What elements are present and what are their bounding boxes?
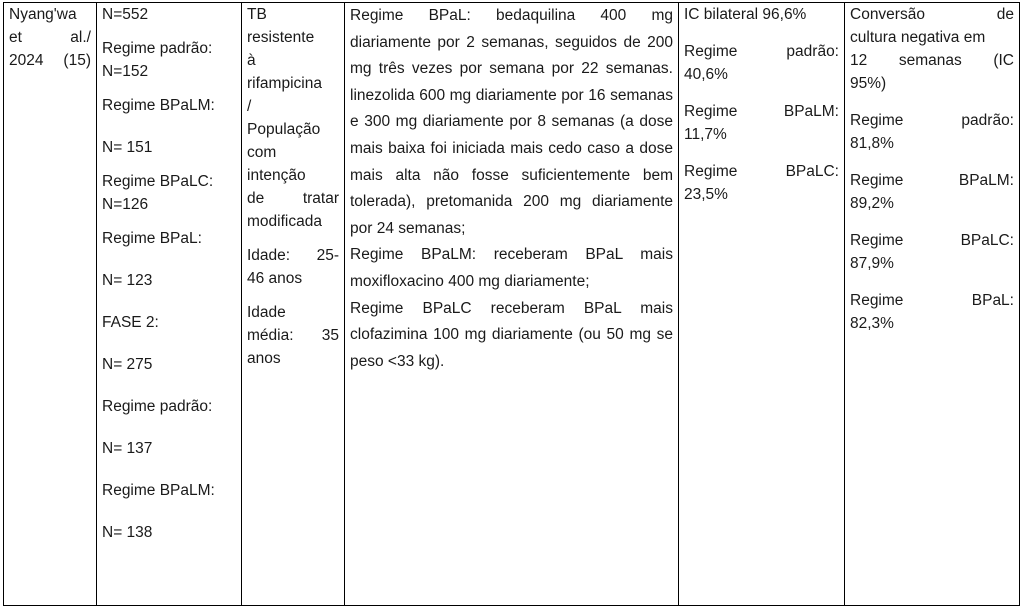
study-line: 2024 (15) bbox=[9, 52, 91, 69]
population-line: Regime BPaLC: bbox=[102, 173, 214, 190]
outcome-line: 95%) bbox=[850, 75, 887, 92]
condition-line: rifampicina bbox=[247, 75, 322, 92]
population-cell bbox=[97, 3, 242, 606]
population-line: Regime padrão: bbox=[102, 398, 213, 415]
regime-label: Regime BPaLM: bbox=[850, 172, 1014, 189]
regime-label: Regime BPaLC: bbox=[684, 163, 839, 180]
population-line: N= 138 bbox=[102, 524, 153, 541]
population-line: N= 137 bbox=[102, 440, 153, 457]
population-line: Regime BPaL: bbox=[102, 230, 202, 247]
ic-line: IC bilateral 96,6% bbox=[684, 6, 807, 23]
condition-line: intenção bbox=[247, 167, 306, 184]
age-range: Idade: 25- bbox=[247, 247, 339, 264]
condition-line: de tratar bbox=[247, 190, 339, 207]
population-line: N=126 bbox=[102, 196, 149, 213]
study-line: et al./ bbox=[9, 29, 91, 46]
outcome-line: Conversão de bbox=[850, 6, 1014, 23]
regime-label: Regime BPaLC: bbox=[850, 232, 1014, 249]
population-line: Regime BPaLM: bbox=[102, 482, 215, 499]
population-line: N= 123 bbox=[102, 272, 153, 289]
outcome-cell bbox=[845, 3, 1020, 606]
regime-label: Regime BPaL: bbox=[850, 292, 1014, 309]
bpalm-description: Regime BPaLM: receberam BPaL mais moxifloxacino 400 mg diariamente; bbox=[350, 246, 673, 290]
regime-label: Regime BPaLM: bbox=[684, 103, 839, 120]
population-line: N=552 bbox=[102, 6, 149, 23]
condition-cell bbox=[242, 3, 345, 606]
regime-value: 82,3% bbox=[850, 315, 894, 332]
outcome-line: 12 semanas (IC bbox=[850, 52, 1014, 69]
population-line: N=152 bbox=[102, 63, 149, 80]
regime-value: 87,9% bbox=[850, 255, 894, 272]
regime-value: 89,2% bbox=[850, 195, 894, 212]
bpalc-description: Regime BPaLC receberam BPaL mais clofazimina 100 mg diariamente (ou 50 mg se peso <33 kg). bbox=[350, 299, 673, 370]
regime-value: 23,5% bbox=[684, 186, 728, 203]
adverse-cell bbox=[679, 3, 845, 606]
regime-label: Regime padrão: bbox=[850, 112, 1014, 129]
population-line: Regime BPaLM: bbox=[102, 97, 215, 114]
condition-line: à bbox=[247, 52, 256, 69]
mean-age: média: 35 bbox=[247, 327, 339, 344]
regime-value: 81,8% bbox=[850, 135, 894, 152]
condition-line: com bbox=[247, 144, 277, 161]
age-range: 46 anos bbox=[247, 270, 303, 287]
population-line: N= 151 bbox=[102, 139, 153, 156]
study-line: Nyang'wa bbox=[9, 6, 77, 23]
intervention-cell bbox=[345, 3, 679, 606]
condition-line: resistente bbox=[247, 29, 315, 46]
mean-age: anos bbox=[247, 350, 281, 367]
population-line: FASE 2: bbox=[102, 314, 159, 331]
regime-value: 11,7% bbox=[684, 126, 727, 143]
study-cell bbox=[4, 3, 97, 606]
condition-line: População bbox=[247, 121, 321, 138]
population-line: N= 275 bbox=[102, 356, 153, 373]
mean-age: Idade bbox=[247, 304, 286, 321]
bpal-description: Regime BPaL: bedaquilina 400 mg diariamente por 2 semanas, seguidos de 200 mg três vezes por semana por 22 semanas. linezolida 600 mg diariamente por 16 semanas e 300 mg diariamente por 8 semanas (a dose mais baixa foi iniciada mais cedo caso a dose mais alta não fosse suficientemente bem tolerada), pretomanida 200 mg diariamente por 24 semanas; bbox=[350, 7, 673, 237]
outcome-line: cultura negativa em bbox=[850, 29, 986, 46]
regime-value: 40,6% bbox=[684, 66, 728, 83]
condition-line: modificada bbox=[247, 213, 322, 230]
table-row bbox=[4, 3, 1020, 606]
population-line: Regime padrão: bbox=[102, 40, 213, 57]
condition-line: TB bbox=[247, 6, 267, 23]
regime-label: Regime padrão: bbox=[684, 43, 839, 60]
study-table bbox=[3, 2, 1020, 606]
condition-line: / bbox=[247, 98, 252, 115]
